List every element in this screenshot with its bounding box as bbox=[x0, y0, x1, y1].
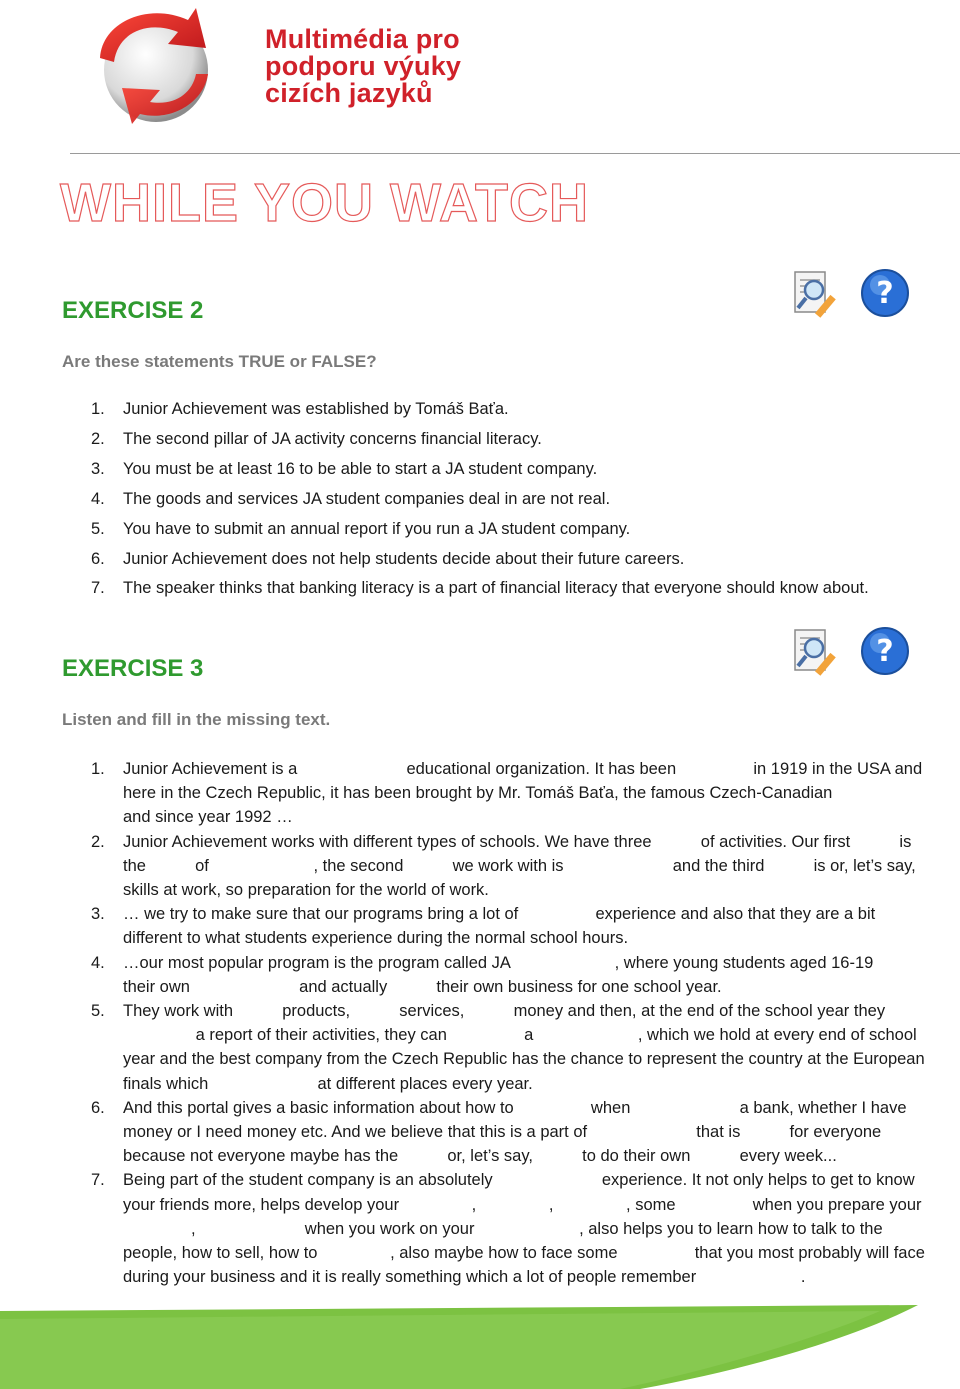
text-fragment: of activities. Our first bbox=[700, 832, 851, 851]
statement-text: The speaker thinks that banking literacy is a part of financial literacy that everyone should know about. bbox=[123, 579, 869, 598]
text-fragment: that is bbox=[696, 1123, 741, 1142]
text-fragment: . bbox=[800, 1268, 806, 1287]
list-item bbox=[0, 951, 960, 999]
exercise-2-list bbox=[0, 395, 960, 604]
document-search-icon[interactable] bbox=[792, 268, 844, 320]
statement-text: Junior Achievement was established by Tomáš Baťa. bbox=[123, 400, 509, 418]
list-item bbox=[0, 1096, 960, 1169]
list-item bbox=[0, 999, 960, 1096]
text-fragment: , where young students aged 16-19 bbox=[614, 953, 874, 972]
item-number: 1. bbox=[91, 400, 105, 418]
text-fragment: and actually bbox=[299, 977, 388, 996]
exercise-3-tools bbox=[792, 626, 910, 678]
text-fragment: or, let’s say, bbox=[447, 1147, 533, 1166]
list-item bbox=[0, 455, 960, 485]
text-fragment: … we try to make sure that our programs bring a lot of bbox=[123, 905, 519, 924]
exercise-2-instruction: Are these statements TRUE or FALSE? bbox=[62, 352, 377, 371]
item-number: 7. bbox=[91, 579, 105, 598]
text-fragment: every week... bbox=[739, 1147, 837, 1166]
text-fragment: to do their own bbox=[582, 1147, 691, 1166]
list-item bbox=[0, 830, 960, 903]
exercise-3-list bbox=[0, 757, 960, 1289]
text-fragment: and since year 1992 … bbox=[123, 808, 293, 827]
list-item bbox=[0, 515, 960, 545]
item-number: 6. bbox=[91, 549, 105, 568]
item-number: 5. bbox=[91, 1002, 105, 1021]
text-fragment: in 1919 in the USA and here in the Czech Republic, it has been brought by Mr. Tomáš Baťa, the famous Czech-Canadian bbox=[123, 760, 923, 803]
exercise-2-tools bbox=[792, 268, 910, 320]
list-item bbox=[0, 902, 960, 950]
text-fragment: for everyone because not everyone maybe has the bbox=[123, 1123, 882, 1166]
list-item bbox=[0, 757, 960, 830]
list-item bbox=[0, 1168, 960, 1289]
statement-text: The goods and services JA student companies deal in are not real. bbox=[123, 489, 611, 508]
item-number: 2. bbox=[91, 832, 105, 851]
statement-text: You must be at least 16 to be able to start a JA student company. bbox=[123, 459, 598, 478]
statement-text: Junior Achievement does not help students decide about their future careers. bbox=[123, 549, 685, 568]
list-item bbox=[0, 574, 960, 604]
text-fragment: their own bbox=[123, 977, 190, 996]
text-fragment: They work with bbox=[123, 1002, 234, 1021]
item-number: 1. bbox=[91, 760, 105, 778]
text-fragment: Being part of the student company is an absolutely bbox=[123, 1171, 493, 1190]
statement-text: You have to submit an annual report if you run a JA student company. bbox=[123, 519, 631, 538]
document-search-icon[interactable] bbox=[792, 626, 844, 678]
text-fragment: educational organization. It has been bbox=[406, 760, 677, 778]
brand-line: cizích jazyků bbox=[265, 78, 433, 108]
text-fragment: , which we hold at every end of school year and the best company from the Czech Republic has the chance to represent the country at the European finals which bbox=[123, 1026, 925, 1093]
brand-title bbox=[265, 26, 461, 107]
text-fragment: , also helps you to learn how to talk to the people, how to sell, how to bbox=[123, 1219, 883, 1263]
text-fragment: that you most probably will face during your business and it is really something which a lot of people remember bbox=[123, 1244, 925, 1287]
text-fragment: , some bbox=[626, 1195, 676, 1214]
list-item bbox=[0, 485, 960, 515]
list-item bbox=[0, 395, 960, 425]
text-fragment: …our most popular program is the program called JA bbox=[123, 953, 511, 972]
text-fragment: a bank, whether I have money or I need money etc. And we believe that this is a part of bbox=[123, 1098, 907, 1142]
item-number: 2. bbox=[91, 429, 105, 448]
text-fragment: and the third bbox=[672, 856, 765, 875]
text-fragment: , also maybe how to face some bbox=[390, 1244, 618, 1263]
text-fragment: , bbox=[471, 1195, 477, 1214]
item-number: 4. bbox=[91, 953, 105, 972]
help-icon[interactable] bbox=[860, 268, 910, 318]
statement-text: The second pillar of JA activity concerns financial literacy. bbox=[123, 429, 542, 448]
text-fragment: when you work on your bbox=[304, 1219, 475, 1238]
item-number: 5. bbox=[91, 519, 105, 538]
text-fragment: a report of their activities, they can bbox=[195, 1026, 447, 1045]
text-fragment: at different places every year. bbox=[317, 1074, 533, 1093]
svg-text:?: ? bbox=[876, 276, 894, 311]
text-fragment: their own business for one school year. bbox=[436, 977, 722, 996]
text-fragment: experience and also that they are a bit different to what students experience during the normal school hours. bbox=[123, 905, 876, 948]
text-fragment: And this portal gives a basic information about how to bbox=[123, 1098, 514, 1117]
text-fragment: of bbox=[195, 856, 209, 875]
section-title: WHILE YOU WATCH bbox=[60, 173, 589, 233]
item-number: 3. bbox=[91, 905, 105, 924]
item-number: 4. bbox=[91, 489, 105, 508]
brand-line: podporu výuky bbox=[265, 51, 462, 81]
item-number: 7. bbox=[91, 1171, 105, 1190]
help-icon[interactable] bbox=[860, 626, 910, 676]
text-fragment: experience. It not only helps to get to know your friends more, helps develop your bbox=[123, 1171, 915, 1214]
header-divider bbox=[70, 153, 960, 154]
exercise-3-instruction: Listen and fill in the missing text. bbox=[62, 710, 331, 729]
text-fragment: is bbox=[813, 856, 826, 875]
list-item bbox=[0, 425, 960, 455]
exercise-2-title: EXERCISE 2 bbox=[62, 297, 204, 324]
item-number: 6. bbox=[91, 1098, 105, 1117]
exercise-3-title: EXERCISE 3 bbox=[62, 655, 204, 682]
text-fragment: a bbox=[524, 1026, 534, 1045]
text-fragment: we work with is bbox=[452, 856, 564, 875]
logo-icon bbox=[88, 2, 218, 126]
item-number: 3. bbox=[91, 459, 105, 478]
list-item bbox=[0, 545, 960, 575]
text-fragment: products, bbox=[282, 1002, 351, 1021]
text-fragment: , the second bbox=[313, 856, 404, 875]
text-fragment: when you prepare your bbox=[752, 1195, 922, 1214]
text-fragment: , bbox=[191, 1219, 196, 1238]
text-fragment: Junior Achievement is a bbox=[123, 760, 298, 778]
text-fragment: services, bbox=[399, 1002, 465, 1021]
text-fragment: or, let’s say, skills at work, so preparation for the world of work. bbox=[123, 856, 916, 900]
text-fragment: is the bbox=[123, 832, 912, 875]
svg-text:?: ? bbox=[876, 634, 894, 669]
text-fragment: Junior Achievement works with different types of schools. We have three bbox=[123, 832, 652, 851]
text-fragment: , bbox=[548, 1195, 554, 1214]
footer-swoosh bbox=[0, 1305, 960, 1389]
text-fragment: money and then, at the end of the school year they bbox=[513, 1002, 886, 1021]
text-fragment: when bbox=[590, 1098, 631, 1117]
brand-line: Multimédia pro bbox=[265, 24, 460, 54]
